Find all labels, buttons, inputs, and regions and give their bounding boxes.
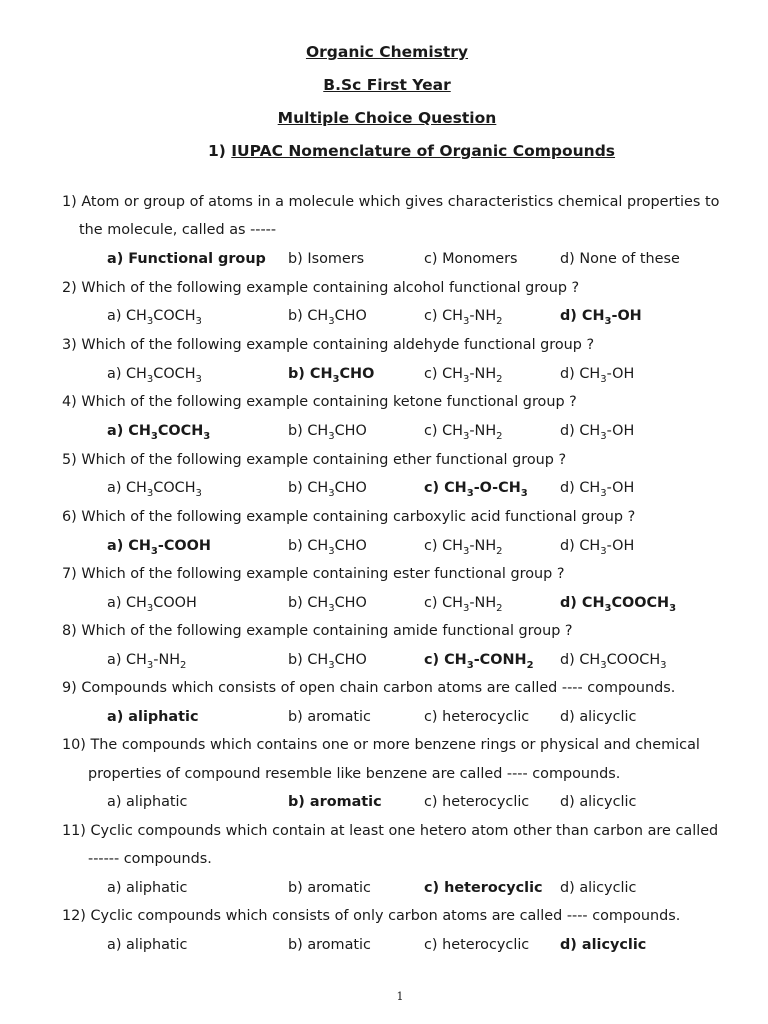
correct-option: a) $CH_3COCH_3$ — [107, 423, 211, 442]
answer-option: c) heterocyclic — [424, 937, 530, 953]
section-number: 1) — [208, 142, 226, 160]
answer-option: d) $CH_3-OH$ — [560, 423, 635, 442]
answer-options — [0, 793, 768, 811]
answer-option: c) Monomers — [424, 251, 518, 267]
question-text: 10) The compounds which contains one or more benzene rings or physical and chemical — [62, 737, 700, 753]
question-text: 8) Which of the following example containing amide functional group ? — [62, 623, 573, 639]
correct-option: d) $CH_3COOCH_3$ — [560, 595, 677, 614]
answer-options — [0, 250, 768, 268]
question-text: 1) Atom or group of atoms in a molecule which gives characteristics chemical properties to — [62, 194, 720, 210]
answer-options — [0, 537, 768, 555]
question-text: 2) Which of the following example containing alcohol functional group ? — [62, 280, 580, 296]
answer-options — [0, 365, 768, 383]
answer-option: d) $CH_3-OH$ — [560, 480, 635, 499]
answer-option: c) $CH_3-NH_2$ — [424, 308, 503, 327]
correct-option: c) heterocyclic — [424, 880, 543, 896]
question-text: 11) Cyclic compounds which contain at least one hetero atom other than carbon are called — [62, 823, 719, 839]
answer-option: b) $CH_3CHO$ — [288, 538, 367, 557]
answer-option: b) aromatic — [288, 937, 371, 953]
answer-option: b) aromatic — [288, 709, 371, 725]
answer-option: d) alicyclic — [560, 709, 637, 725]
answer-options — [0, 422, 768, 440]
question-type-heading: Multiple Choice Question — [277, 109, 497, 127]
correct-option: c) $CH_3-O-CH_3$ — [424, 480, 528, 499]
question-text: 9) Compounds which consists of open chain carbon atoms are called ---- compounds. — [62, 680, 676, 696]
answer-option: b) Isomers — [288, 251, 365, 267]
answer-option: d) $CH_3COOCH_3$ — [560, 652, 667, 671]
question-text-continued: properties of compound resemble like benzene are called ---- compounds. — [88, 766, 621, 782]
answer-option: a) aliphatic — [107, 880, 188, 896]
question-text: 6) Which of the following example containing carboxylic acid functional group ? — [62, 509, 636, 525]
answer-option: d) alicyclic — [560, 880, 637, 896]
answer-options — [0, 879, 768, 897]
page-number: 1 — [396, 990, 404, 1003]
answer-option: d) alicyclic — [560, 794, 637, 810]
answer-option: c) $CH_3-NH_2$ — [424, 366, 503, 385]
correct-option: a) aliphatic — [107, 709, 199, 725]
answer-option: c) heterocyclic — [424, 794, 530, 810]
answer-option: b) $CH_3CHO$ — [288, 423, 367, 442]
question-text: 3) Which of the following example containing aldehyde functional group ? — [62, 337, 595, 353]
answer-option: c) $CH_3-NH_2$ — [424, 538, 503, 557]
section-title: IUPAC Nomenclature of Organic Compounds — [231, 142, 616, 160]
answer-option: d) $CH_3-OH$ — [560, 538, 635, 557]
correct-option: c) $CH_3-CONH_2$ — [424, 652, 534, 671]
answer-options — [0, 594, 768, 612]
answer-option: a) $CH_3-NH_2$ — [107, 652, 187, 671]
answer-options — [0, 708, 768, 726]
correct-option: a) Functional group — [107, 251, 266, 267]
answer-option: b) $CH_3CHO$ — [288, 308, 367, 327]
answer-option: a) $CH_3COCH_3$ — [107, 480, 202, 499]
question-text: 4) Which of the following example containing ketone functional group ? — [62, 394, 577, 410]
answer-options — [0, 307, 768, 325]
question-text-continued: the molecule, called as ----- — [79, 222, 277, 238]
answer-option: d) None of these — [560, 251, 680, 267]
correct-option: d) alicyclic — [560, 937, 647, 953]
correct-option: d) $CH_3-OH$ — [560, 308, 642, 327]
answer-option: a) aliphatic — [107, 937, 188, 953]
answer-option: a) aliphatic — [107, 794, 188, 810]
course-year: B.Sc First Year — [323, 76, 451, 94]
document-title: Organic Chemistry — [305, 43, 469, 61]
question-text: 12) Cyclic compounds which consists of only carbon atoms are called ---- compounds. — [62, 908, 681, 924]
answer-option: c) heterocyclic — [424, 709, 530, 725]
answer-option: b) $CH_3CHO$ — [288, 595, 367, 614]
answer-option: a) $CH_3COCH_3$ — [107, 366, 202, 385]
answer-option: d) $CH_3-OH$ — [560, 366, 635, 385]
question-text: 7) Which of the following example containing ester functional group ? — [62, 566, 565, 582]
answer-options — [0, 936, 768, 954]
question-text: 5) Which of the following example containing ether functional group ? — [62, 452, 567, 468]
section-heading — [208, 142, 615, 160]
answer-options — [0, 651, 768, 669]
answer-option: b) $CH_3CHO$ — [288, 480, 367, 499]
answer-option: c) $CH_3-NH_2$ — [424, 595, 503, 614]
answer-option: a) $CH_3COOH$ — [107, 595, 197, 614]
correct-option: a) $CH_3$-COOH — [107, 538, 211, 557]
question-text-continued: ------ compounds. — [88, 851, 212, 867]
answer-option: b) $CH_3CHO$ — [288, 652, 367, 671]
answer-option: c) $CH_3-NH_2$ — [424, 423, 503, 442]
correct-option: b) $CH_3CHO$ — [288, 366, 375, 385]
answer-options — [0, 479, 768, 497]
answer-option: a) $CH_3COCH_3$ — [107, 308, 202, 327]
answer-option: b) aromatic — [288, 880, 371, 896]
correct-option: b) aromatic — [288, 794, 382, 810]
